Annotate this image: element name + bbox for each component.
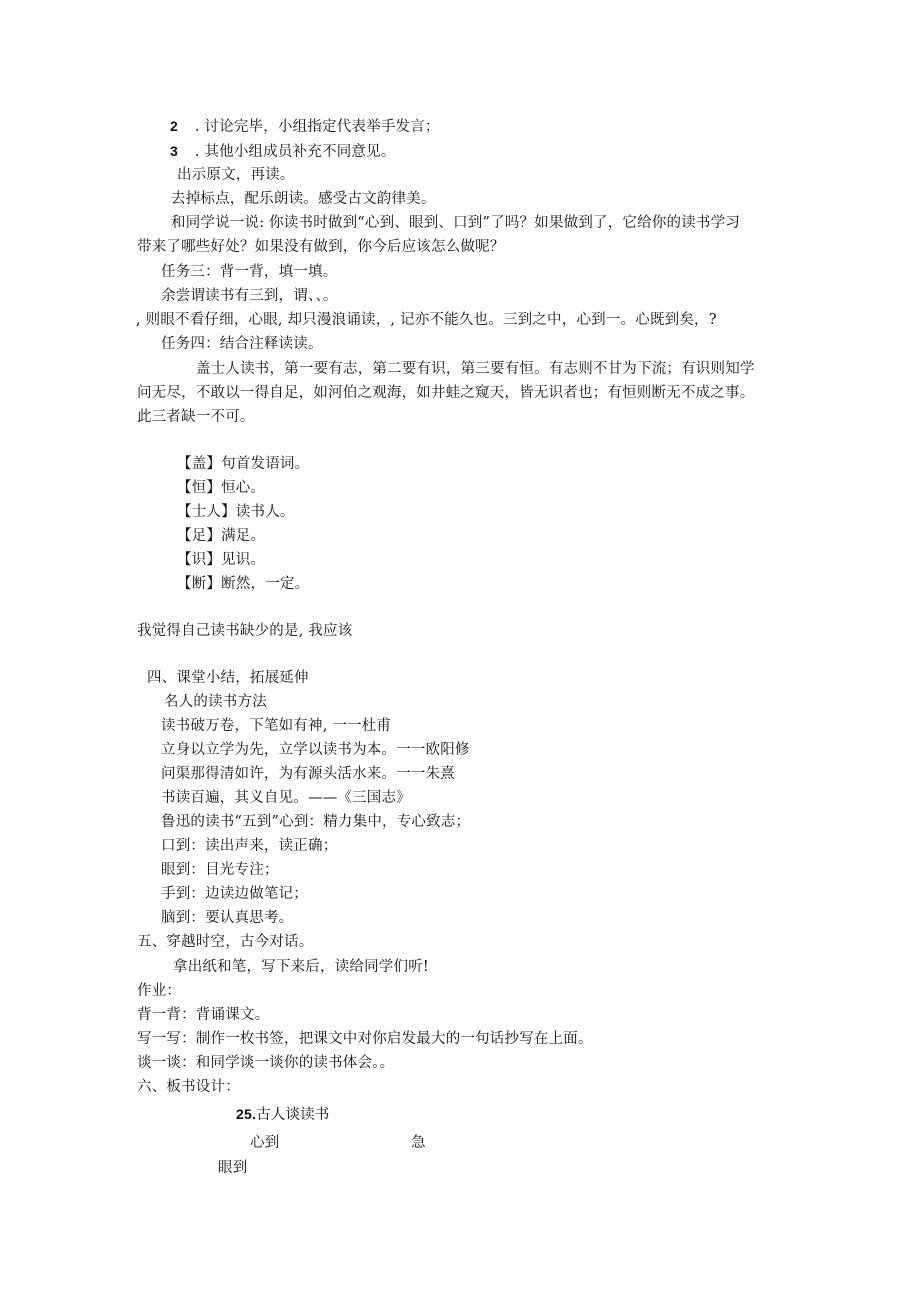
summary-title: 四、课堂小结，拓展延伸: [147, 670, 309, 686]
note-item: 【盖】句首发语词。: [177, 456, 310, 472]
note-item: 【识】见识。: [177, 552, 266, 568]
task-4-title: 任务四：结合注释读读。: [161, 336, 323, 352]
board-urgent-item: 急: [411, 1135, 426, 1151]
talk-prompt-line-1: 和同学说一说: 你读书时做到“心到、眼到、口到”了吗？如果做到了，它给你的读书学习: [171, 215, 741, 231]
section-5-title: 五、穿越时空，古今对话。: [137, 934, 314, 950]
passage-line-2: 问无尽，不敢以一得自足，如河伯之观海，如井蛙之窥天，皆无识者也；有恒则断无不成之事。: [137, 385, 755, 401]
quote-line: 手到：边读边做笔记；: [161, 886, 308, 902]
quote-line: 鲁迅的读书“五到”心到：精力集中，专心致志；: [161, 814, 471, 830]
quote-line: 眼到：目光专注；: [161, 862, 279, 878]
quote-line: 口到：读出声来，读正确；: [161, 838, 338, 854]
quote-line: 问渠那得清如许，为有源头活水来。一一朱熹: [161, 766, 455, 782]
passage-line-1: 盖士人读书，第一要有志，第二要有识，第三要有恒。有志则不甘为下流；有识则知学: [196, 361, 755, 377]
board-eye-item: 眼到: [218, 1160, 248, 1176]
lesson-title: 古人谈读书: [256, 1107, 330, 1123]
board-lesson-heading: [236, 1104, 330, 1125]
talk-prompt-line-2: 带来了哪些好处？如果没有做到，你今后应该怎么做呢？: [137, 239, 505, 255]
task-3-fill-line-2: , 则眼不看仔细，心眼, 却只漫浪诵读，, 记亦不能久也。三到之中，心到一。心既到矣，?: [136, 312, 717, 328]
quote-line: 脑到：要认真思考。: [161, 910, 294, 926]
note-item: 【断】断然，一定。: [177, 576, 310, 592]
lesson-number: 25.: [236, 1106, 257, 1122]
step-3-text: . 其他小组成员补充不同意见。: [194, 144, 396, 160]
step-3-number: 3: [170, 143, 178, 159]
homework-item: 写一写：制作一枚书签，把课文中对你启发最大的一句话抄写在上面。: [137, 1031, 593, 1047]
task-3-title: 任务三：背一背，填一填。: [161, 264, 338, 280]
step-2-line: [170, 116, 440, 137]
board-design-title: 六、板书设计：: [137, 1079, 240, 1095]
reflection-prompt: 我觉得自己读书缺少的是, 我应该: [137, 623, 353, 639]
step-2-text: . 讨论完毕，小组指定代表举手发言；: [194, 119, 440, 135]
homework-item: 背一背：背诵课文。: [137, 1007, 270, 1023]
remove-punctuation-text: 去掉标点，配乐朗读。感受古文韵律美。: [171, 191, 436, 207]
step-3-line: [170, 141, 396, 162]
homework-item: 谈一谈：和同学谈一谈你的读书体会。。: [137, 1055, 395, 1071]
note-item: 【足】满足。: [177, 528, 266, 544]
quote-line: 立身以立学为先，立学以读书为本。一一欧阳修: [161, 742, 470, 758]
show-original-text: 出示原文，再读。: [177, 167, 295, 183]
homework-title: 作业：: [137, 983, 182, 999]
note-item: 【恒】恒心。: [177, 480, 266, 496]
passage-line-3: 此三者缺一不可。: [137, 409, 255, 425]
task-3-fill-line-1: 余尝谓读书有三到，谓、、。: [161, 288, 338, 304]
summary-subtitle: 名人的读书方法: [164, 694, 267, 710]
step-2-number: 2: [170, 118, 178, 134]
quote-line: 书读百遍，其义自见。——《三国志》: [161, 790, 411, 806]
section-5-instruction: 拿出纸和笔，写下来后，读给同学们听!: [173, 959, 429, 975]
note-item: 【士人】读书人。: [177, 504, 295, 520]
board-heart-item: 心到: [250, 1135, 280, 1151]
quote-line: 读书破万卷，下笔如有神, 一一杜甫: [161, 718, 392, 734]
